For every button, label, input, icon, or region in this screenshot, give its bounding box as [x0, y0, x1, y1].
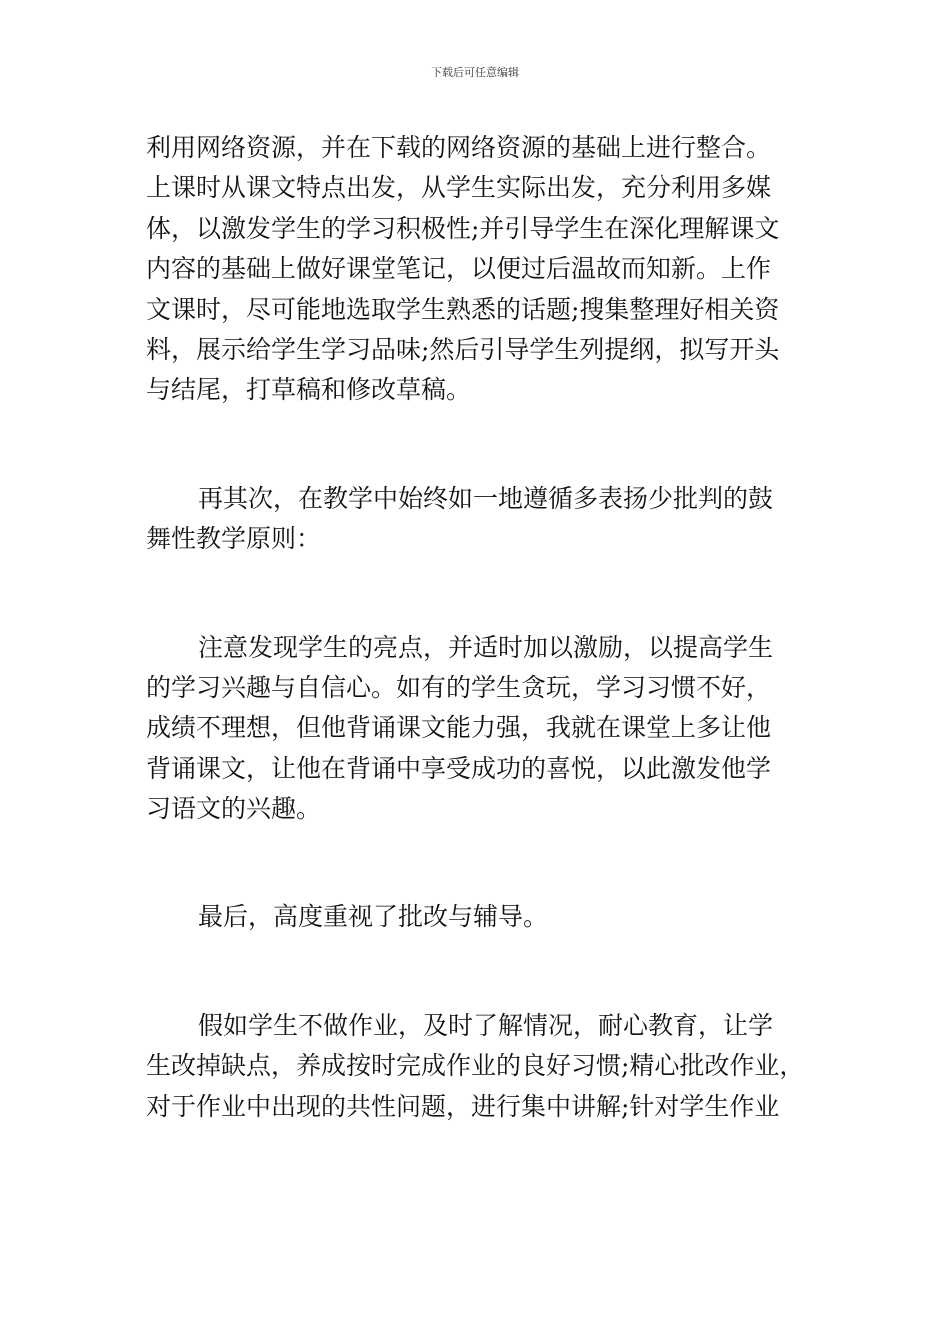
paragraph	[146, 897, 811, 937]
text-line: 生改掉缺点，养成按时完成作业的良好习惯;精心批改作业，	[146, 1051, 805, 1081]
paragraph	[146, 628, 811, 830]
text-line: 注意发现学生的亮点，并适时加以激励，以提高学生	[198, 632, 774, 662]
text-line: 假如学生不做作业，及时了解情况，耐心教育，让学	[198, 1010, 774, 1040]
text-line: 最后，高度重视了批改与辅导。	[198, 902, 549, 932]
text-line: 的学习兴趣与自信心。如有的学生贪玩，学习习惯不好，	[146, 672, 772, 702]
paragraph-spacer	[146, 411, 811, 479]
paragraph-spacer	[146, 938, 811, 1006]
paragraph	[146, 479, 811, 560]
text-line: 舞性教学原则：	[146, 524, 322, 554]
page-header: 下载后可任意编辑	[431, 66, 519, 79]
text-line: 对于作业中出现的共性问题，进行集中讲解;针对学生作业	[146, 1091, 780, 1121]
document-body	[146, 128, 811, 1127]
text-line: 利用网络资源，并在下载的网络资源的基础上进行整合。	[146, 133, 772, 162]
text-line: 上课时从课文特点出发，从学生实际出发，充分利用多媒	[146, 173, 772, 203]
paragraph	[146, 128, 811, 411]
paragraph	[146, 1006, 811, 1127]
paragraph-spacer	[146, 560, 811, 628]
text-line: 内容的基础上做好课堂笔记，以便过后温故而知新。上作	[146, 254, 772, 284]
text-line: 成绩不理想，但他背诵课文能力强，我就在课堂上多让他	[146, 713, 772, 743]
text-line: 习语文的兴趣。	[146, 794, 322, 824]
text-line: 背诵课文，让他在背诵中享受成功的喜悦，以此激发他学	[146, 753, 772, 783]
text-line: 料，展示给学生学习品味;然后引导学生列提纲，拟写开头	[146, 334, 780, 364]
text-line: 文课时，尽可能地选取学生熟悉的话题;搜集整理好相关资	[146, 294, 780, 324]
paragraph-spacer	[146, 829, 811, 897]
text-line: 与结尾，打草稿和修改草稿。	[146, 375, 472, 405]
text-line: 体，以激发学生的学习积极性;并引导学生在深化理解课文	[146, 213, 780, 243]
text-line: 再其次，在教学中始终如一地遵循多表扬少批判的鼓	[198, 483, 774, 513]
